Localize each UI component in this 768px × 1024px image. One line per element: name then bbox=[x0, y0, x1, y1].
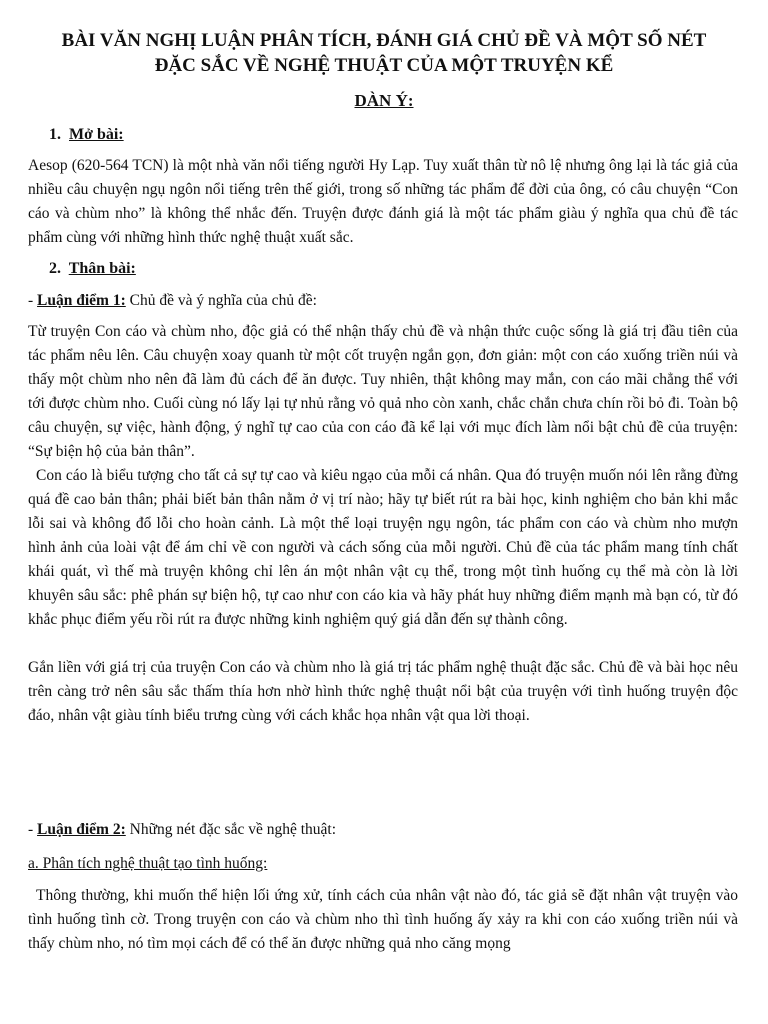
point-2-label: Luận điểm 2: bbox=[37, 821, 126, 838]
last-paragraph: Thông thường, khi muốn thể hiện lối ứng xử, tính cách của nhân vật nào đó, tác giả sẽ đặt nhân vật truyện vào tình huống tình cờ. Trong truyện con cáo và chùm nho thì tình huống ấy xảy ra khi con cáo xuống triền núi và thấy chùm nho, nó tìm mọi cách để có thể ăn được những quả nho căng mọng bbox=[28, 887, 738, 952]
body-paragraph-1: Từ truyện Con cáo và chùm nho, độc giả có thể nhận thấy chủ đề và nhận thức cuộc sống là giá trị đầu tiên của tác phẩm nêu lên. Câu chuyện xoay quanh từ một cốt truyện ngắn gọn, đơn giản: một con cáo xuống triền núi và thấy một chùm nho nên đã làm đủ cách để ăn được. Tuy nhiên, thật không may mắn, con cáo mãi chẳng thể với tới được chùm nho. Cuối cùng nó lấy lại tự nhủ rằng vỏ quả nho còn xanh, chắc chắn chưa chín rồi bỏ đi. Toàn bộ câu chuyện, sự việc, hành động, ý nghĩ tự cao của con cáo đã kể lại với mục đích làm nổi bật chủ đề của truyện: “Sự biện hộ của bản thân”. bbox=[28, 323, 738, 460]
point-1-prefix: - bbox=[28, 292, 38, 309]
section-1-heading bbox=[49, 124, 124, 146]
point-2-prefix: - bbox=[28, 821, 38, 838]
subheading-a: a. Phân tích nghệ thuật tạo tình huống: bbox=[28, 855, 268, 872]
outline-label: DÀN Ý: bbox=[354, 91, 414, 110]
title-line-1: BÀI VĂN NGHỊ LUẬN PHÂN TÍCH, ĐÁNH GIÁ CHỦ ĐỀ VÀ MỘT SỐ NÉT bbox=[61, 30, 707, 51]
document-title bbox=[20, 28, 748, 78]
intro-paragraph: Aesop (620-564 TCN) là một nhà văn nổi tiếng người Hy Lạp. Tuy xuất thân từ nô lệ nhưng ông lại là tác giả của nhiều câu chuyện ngụ ngôn nổi tiếng trên thế giới, trong số những tác phẩm để đời của ông, có câu chuyện “Con cáo và chùm nho” là không thể nhắc đến. Truyện được đánh giá là một tác phẩm giàu ý nghĩa qua chủ đề tác phẩm cùng với những hình thức nghệ thuật xuất sắc. bbox=[28, 157, 738, 246]
section-1-label: Mở bài: bbox=[69, 126, 124, 143]
title-line-2: ĐẶC SẮC VỀ NGHỆ THUẬT CỦA MỘT TRUYỆN KỂ bbox=[154, 55, 614, 76]
section-2-label: Thân bài: bbox=[68, 260, 136, 277]
point-2-heading bbox=[28, 819, 336, 841]
point-1-label: Luận điểm 1: bbox=[37, 292, 126, 309]
section-2-number: 2. bbox=[49, 260, 61, 277]
body-paragraph-2: Con cáo là biểu tượng cho tất cả sự tự cao và kiêu ngạo của mỗi cá nhân. Qua đó truyện muốn nói lên rằng đừng quá đề cao bản thân; phải biết bản thân nằm ở vị trí nào; hãy tự biết rút ra bài học, kinh nghiệm cho bản khi mắc lỗi sai và không đổ lỗi cho hoàn cảnh. Là một thể loại truyện ngụ ngôn, tác phẩm con cáo và chùm nho mượn hình ảnh của loài vật để ám chỉ về con người và cách sống của mỗi người. Chủ đề của tác phẩm mang tính chất khái quát, vì thế mà truyện không chỉ lên án một nhân vật cụ thể, trong một tình huống cụ thể mà còn là lời khuyên sâu sắc: phê phán sự biện hộ, tự cao như con cáo kia và hãy phát huy những điểm mạnh mà bạn có, từ đó khắc phục điểm yếu rồi rút ra được những kinh nghiệm quý giá dẫn đến sự thành công. bbox=[28, 467, 738, 628]
point-2-text: Những nét đặc sắc về nghệ thuật: bbox=[125, 821, 337, 838]
point-1-text: Chủ đề và ý nghĩa của chủ đề: bbox=[125, 292, 317, 309]
body-paragraph-3: Gắn liền với giá trị của truyện Con cáo và chùm nho là giá trị tác phẩm nghệ thuật đặc sắc. Chủ đề và bài học nêu trên càng trở nên sâu sắc thấm thía hơn nhờ hình thức nghệ thuật nổi bật của truyện với tình huống truyện độc đáo, nhân vật giàu tính biểu trưng cùng với cách khắc họa nhân vật qua lời thoại. bbox=[28, 659, 738, 724]
point-1-heading bbox=[28, 290, 317, 312]
section-2-heading bbox=[49, 258, 136, 280]
section-1-number: 1. bbox=[49, 126, 61, 143]
